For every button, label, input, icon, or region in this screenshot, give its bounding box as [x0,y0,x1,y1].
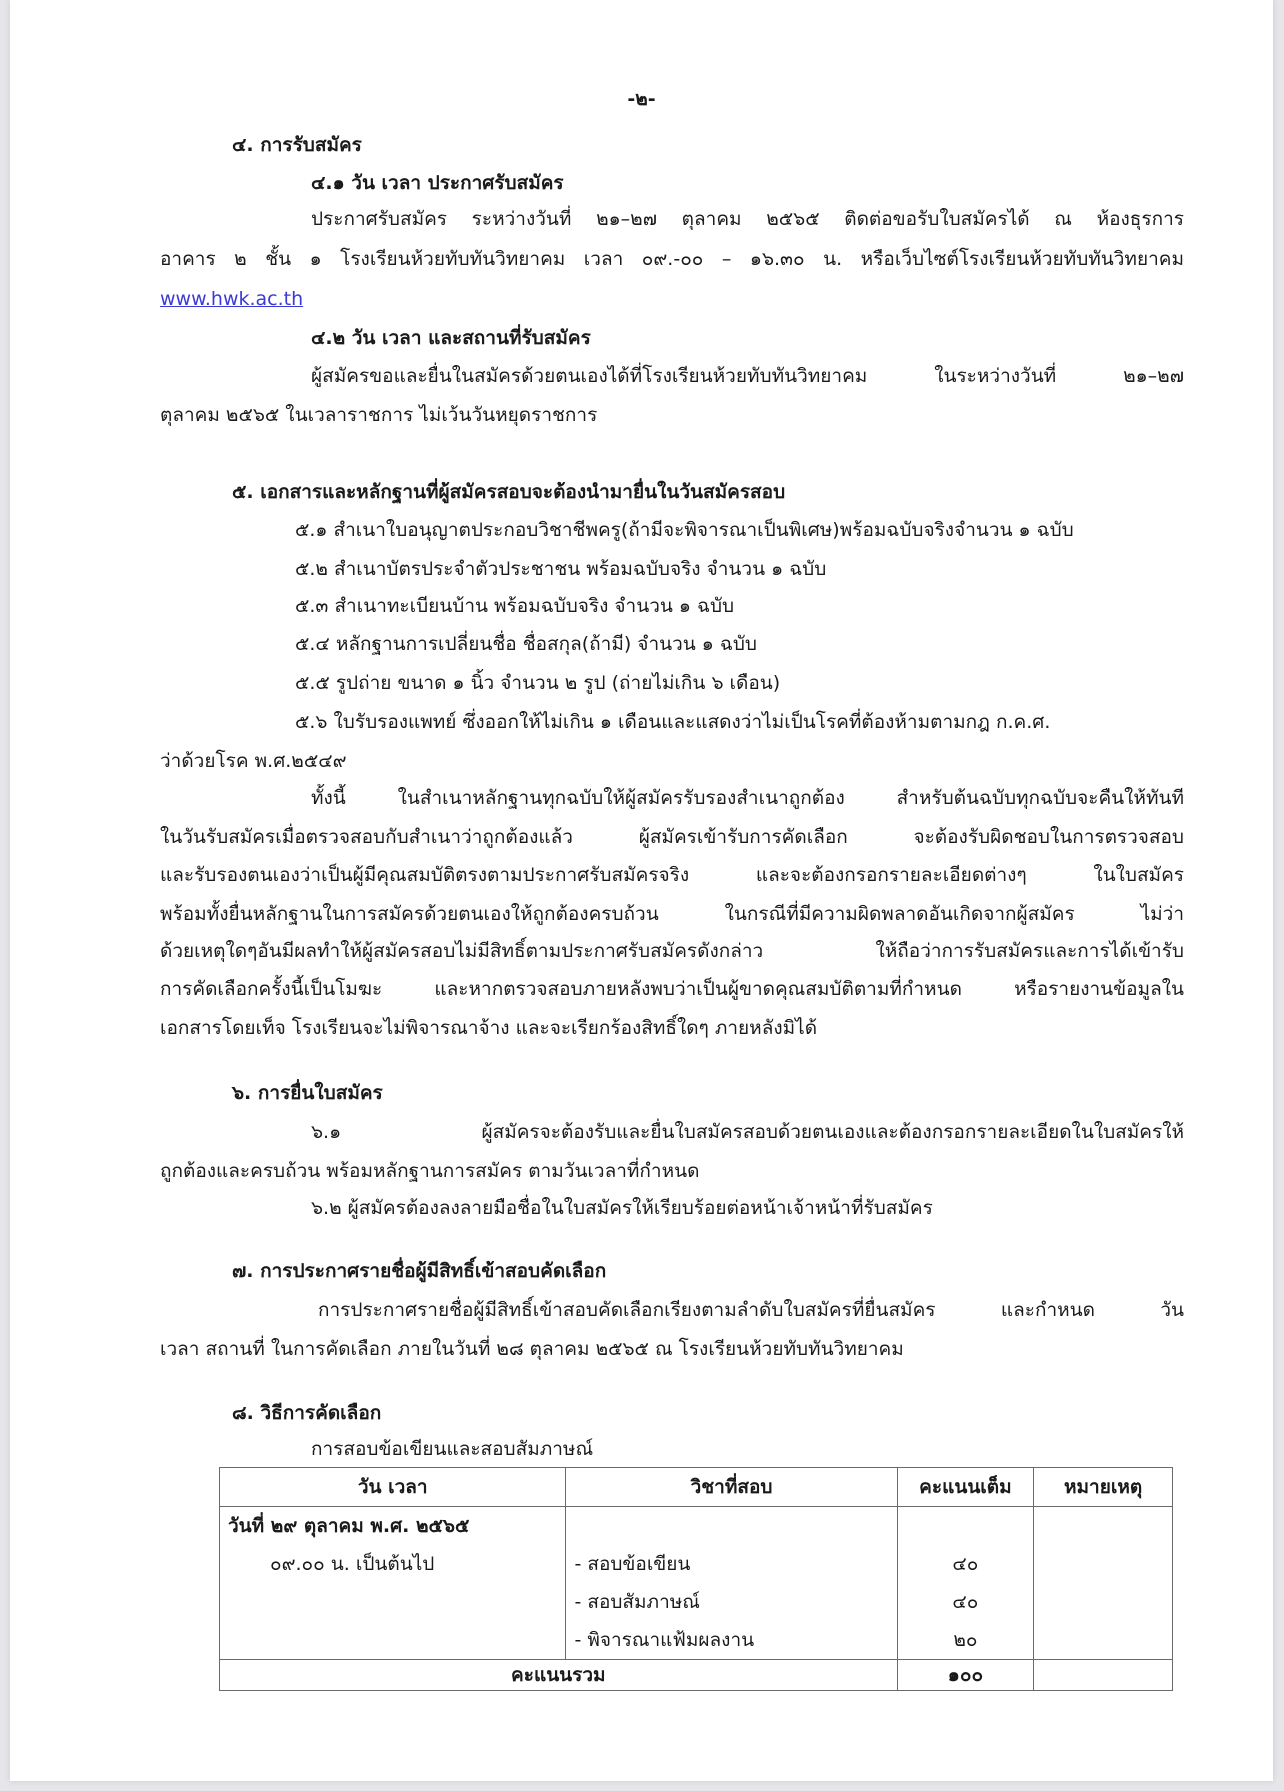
section-7-line: เวลา สถานที่ ในการคัดเลือก ภายในวันที่ ๒๘ ตุลาคม ๒๕๖๕ ณ โรงเรียนห้วยทับทันวิทยาคม [160,1338,904,1360]
section-4-1-line: อาคาร ๒ ชั้น ๑ โรงเรียนห้วยทับทันวิทยาคม เวลา ๐๙.-๐๐ – ๑๖.๓๐ น. หรือเว็บไซต์โรงเรียนห้วยทับทันวิทยาคม [160,248,1184,270]
section-4-heading: ๔. การรับสมัคร [232,134,362,156]
document-item: ๕.๔ หลักฐานการเปลี่ยนชื่อ ชื่อสกุล(ถ้ามี) จำนวน ๑ ฉบับ [295,633,757,655]
section-5-heading: ๕. เอกสารและหลักฐานที่ผู้สมัครสอบจะต้องนำมายื่นในวันสมัครสอบ [232,481,786,503]
note-line: พร้อมทั้งยื่นหลักฐานในการสมัครด้วยตนเองให้ถูกต้องครบถ้วน ในกรณีที่มีความผิดพลาดอันเกิดจากผู้สมัคร ไม่ว่า [160,903,1184,925]
section-8-subtitle: การสอบข้อเขียนและสอบสัมภาษณ์ [311,1438,594,1460]
document-page [10,0,1273,1781]
exam-time: ๐๙.๐๐ น. เป็นต้นไป [270,1553,435,1575]
website-link[interactable]: www.hwk.ac.th [160,288,304,310]
score-cell [897,1507,1034,1660]
section-7-line: การประกาศรายชื่อผู้มีสิทธิ์เข้าสอบคัดเลือกเรียงตามลำดับใบสมัครที่ยื่นสมัคร และกำหนด วัน [318,1299,1184,1321]
total-score: ๑๐๐ [897,1660,1034,1691]
section-4-2-line: ตุลาคม ๒๕๖๕ ในเวลาราชการ ไม่เว้นวันหยุดราชการ [160,404,598,426]
total-label: คะแนนรวม [220,1660,898,1691]
page-number-row [10,86,1273,112]
note-line: และรับรองตนเองว่าเป็นผู้มีคุณสมบัติตรงตามประกาศรับสมัครจริง และจะต้องกรอกรายละเอียดต่างๆ ในใบสมัคร [160,864,1184,886]
section-8-heading: ๘. วิธีการคัดเลือก [232,1402,382,1424]
section-4-2-line: ผู้สมัครขอและยื่นในสมัครด้วยตนเองได้ที่โรงเรียนห้วยทับทันวิทยาคม ในระหว่างวันที่ ๒๑–๒๗ [311,365,1184,387]
subject-cell [566,1507,897,1660]
section-6-line: ๖.๑ ผู้สมัครจะต้องรับและยื่นใบสมัครสอบด้วยตนเองและต้องกรอกรายละเอียดในใบสมัครให้ [311,1121,1184,1143]
section-6-line: ๖.๒ ผู้สมัครต้องลงลายมือชื่อในใบสมัครให้เรียบร้อยต่อหน้าเจ้าหน้าที่รับสมัคร [311,1197,933,1219]
document-item: ๕.๖ ใบรับรองแพทย์ ซึ่งออกให้ไม่เกิน ๑ เดือนและแสดงว่าไม่เป็นโรคที่ต้องห้ามตามกฎ ก.ค.ศ. [295,711,1051,733]
header-subject: วิชาที่สอบ [566,1468,897,1507]
section-4-1-heading: ๔.๑ วัน เวลา ประกาศรับสมัคร [311,172,564,194]
section-4-2-heading: ๔.๒ วัน เวลา และสถานที่รับสมัคร [311,327,591,349]
total-remarks [1034,1660,1173,1691]
section-6-line: ถูกต้องและครบถ้วน พร้อมหลักฐานการสมัคร ตามวันเวลาที่กำหนด [160,1160,700,1182]
note-line: ด้วยเหตุใดๆอันมีผลทำให้ผู้สมัครสอบไม่มีสิทธิ์ตามประกาศรับสมัครดังกล่าว ให้ถือว่าการรับสมัครและการได้เข้ารับ [160,940,1184,962]
date-time-cell [220,1507,566,1660]
document-item: ๕.๑ สำเนาใบอนุญาตประกอบวิชาชีพครู(ถ้ามีจะพิจารณาเป็นพิเศษ)พร้อมฉบับจริงจำนวน ๑ ฉบับ [295,519,1074,541]
page-number: -๒- [627,88,656,110]
note-line: ในวันรับสมัครเมื่อตรวจสอบกับสำเนาว่าถูกต้องแล้ว ผู้สมัครเข้ารับการคัดเลือก จะต้องรับผิดชอบในการตรวจสอบ [160,826,1184,848]
exam-date: วันที่ ๒๙ ตุลาคม พ.ศ. ๒๕๖๕ [228,1515,470,1537]
exam-schedule-table [219,1467,1173,1691]
note-line: การคัดเลือกครั้งนี้เป็นโมฆะ และหากตรวจสอบภายหลังพบว่าเป็นผู้ขาดคุณสมบัติตามที่กำหนด หรือรายงานข้อมูลใน [160,978,1184,1000]
score-value: ๔๐ [952,1591,979,1613]
document-item: ๕.๒ สำเนาบัตรประจำตัวประชาชน พร้อมฉบับจริง จำนวน ๑ ฉบับ [295,558,827,580]
document-item: ๕.๓ สำเนาทะเบียนบ้าน พร้อมฉบับจริง จำนวน ๑ ฉบับ [295,595,735,617]
remarks-cell [1034,1507,1173,1660]
subject-item: - สอบสัมภาษณ์ [574,1591,700,1613]
section-4-1-line: ประกาศรับสมัคร ระหว่างวันที่ ๒๑–๒๗ ตุลาคม ๒๕๖๕ ติดต่อขอรับใบสมัครได้ ณ ห้องธุรการ [311,208,1184,230]
score-value: ๒๐ [953,1629,978,1651]
subject-item: - พิจารณาแฟ้มผลงาน [574,1629,755,1651]
section-6-heading: ๖. การยื่นใบสมัคร [232,1082,383,1104]
subject-item: - สอบข้อเขียน [574,1553,691,1575]
document-item: ๕.๕ รูปถ่าย ขนาด ๑ นิ้ว จำนวน ๒ รูป (ถ่ายไม่เกิน ๖ เดือน) [295,672,781,694]
header-remarks: หมายเหตุ [1034,1468,1173,1507]
note-line: เอกสารโดยเท็จ โรงเรียนจะไม่พิจารณาจ้าง และจะเรียกร้องสิทธิ์ใดๆ ภายหลังมิได้ [160,1017,818,1039]
total-row [220,1660,1173,1691]
website-link-row [160,286,303,312]
header-date-time: วัน เวลา [220,1468,566,1507]
score-value: ๔๐ [952,1553,979,1575]
table-header-row [220,1468,1173,1507]
note-line: ทั้งนี้ ในสำเนาหลักฐานทุกฉบับให้ผู้สมัครรับรองสำเนาถูกต้อง สำหรับต้นฉบับทุกฉบับจะคืนให้ทันที [311,787,1184,809]
table-row [220,1507,1173,1660]
section-7-heading: ๗. การประกาศรายชื่อผู้มีสิทธิ์เข้าสอบคัดเลือก [232,1260,607,1282]
header-full-score: คะแนนเต็ม [897,1468,1034,1507]
document-item-continuation: ว่าด้วยโรค พ.ศ.๒๕๔๙ [160,750,347,772]
